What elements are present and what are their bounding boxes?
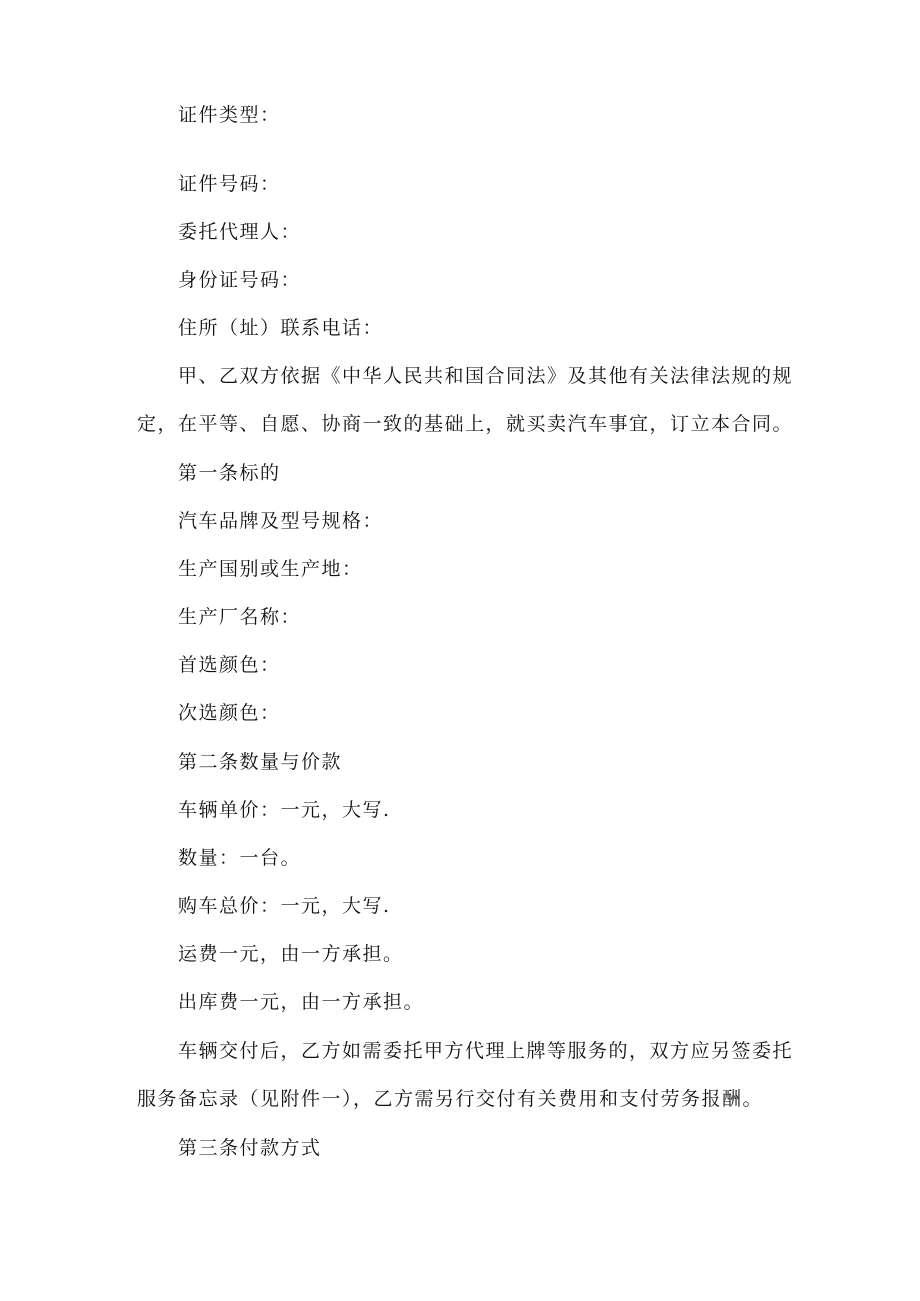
- address-phone-line: 住所（址）联系电话：: [178, 317, 384, 339]
- article-1-heading: 第一条标的: [178, 462, 281, 484]
- id-type-line: 证件类型：: [178, 104, 281, 126]
- article-2-heading: 第二条数量与价款: [178, 751, 343, 773]
- id-number-line: 证件号码：: [178, 173, 281, 195]
- outbound-fee-line: 出库费一元，由一方承担。: [178, 991, 425, 1013]
- agent-line: 委托代理人：: [178, 221, 302, 243]
- brand-model-line: 汽车品牌及型号规格：: [178, 510, 384, 532]
- origin-line: 生产国别或生产地：: [178, 558, 363, 580]
- unit-price-line: 车辆单价：一元，大写.: [178, 799, 391, 821]
- total-price-line: 购车总价：一元，大写.: [178, 895, 391, 917]
- freight-line: 运费一元，由一方承担。: [178, 943, 404, 965]
- delivery-clause-line-1: 车辆交付后，乙方如需委托甲方代理上牌等服务的，双方应另签委托: [178, 1040, 794, 1062]
- manufacturer-line: 生产厂名称：: [178, 606, 302, 628]
- first-color-line: 首选颜色：: [178, 654, 281, 676]
- preamble-line-2: 定，在平等、自愿、协商一致的基础上，就买卖汽车事宜，订立本合同。: [137, 413, 794, 435]
- agent-id-number-line: 身份证号码：: [178, 269, 302, 291]
- article-3-heading: 第三条付款方式: [178, 1137, 322, 1159]
- quantity-line: 数量：一台。: [178, 847, 302, 869]
- delivery-clause-line-2: 服务备忘录（见附件一），乙方需另行交付有关费用和支付劳务报酬。: [137, 1088, 764, 1110]
- second-color-line: 次选颜色：: [178, 702, 281, 724]
- preamble-line-1: 甲、乙双方依据《中华人民共和国合同法》及其他有关法律法规的规: [178, 365, 794, 387]
